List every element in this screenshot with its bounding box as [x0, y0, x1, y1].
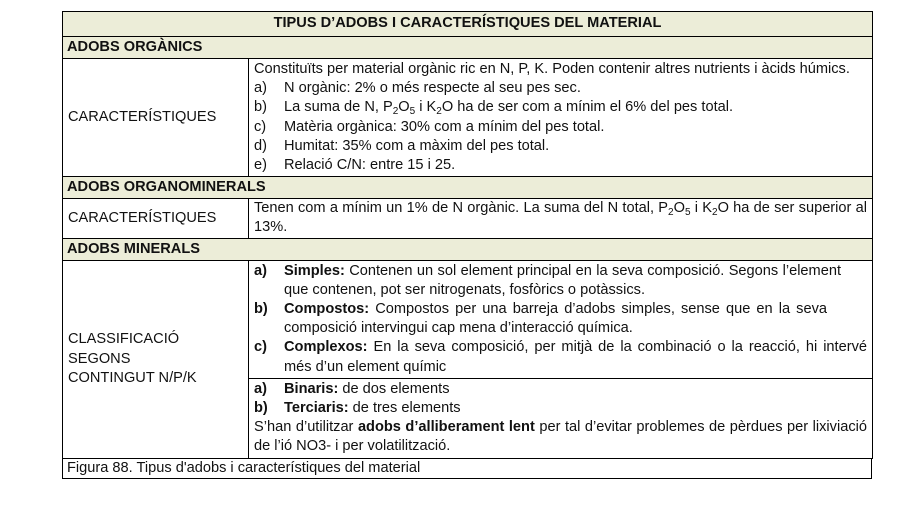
section-header-minerals: ADOBS MINERALS — [63, 238, 873, 260]
definition: En la seva composició, per mitjà de la combinació o la reacció, hi intervé més d’un element químic — [284, 339, 867, 375]
list-text — [284, 380, 867, 399]
text-fragment: i K — [415, 99, 437, 116]
section-minerals-row — [63, 238, 873, 260]
fertilizer-types-table — [62, 11, 873, 459]
list-item — [254, 338, 867, 376]
list-key: d) — [254, 137, 267, 154]
text-fragment: O ha de ser superior al 13%. — [254, 200, 867, 236]
list-key: b) — [254, 99, 267, 116]
minerals-classification-row — [63, 260, 873, 458]
term: Terciaris: — [284, 400, 349, 417]
text-fragment: i K — [690, 200, 712, 217]
organominerals-text — [254, 199, 867, 237]
list-text: Humitat: 35% com a màxim del pes total. — [284, 137, 550, 154]
text-fragment: O — [398, 99, 410, 116]
list-key: a) — [254, 262, 267, 279]
organominerals-characteristics-row — [63, 199, 873, 238]
list-item — [254, 380, 867, 399]
section-header-organominerals: ADOBS ORGANOMINERALS — [63, 177, 873, 199]
slow-release-note — [254, 418, 867, 456]
list-text — [284, 262, 867, 300]
subscript: 2 — [712, 207, 718, 219]
list-item — [254, 79, 867, 98]
list-key: a) — [254, 380, 267, 397]
fertilizer-table-figure — [62, 11, 872, 479]
minerals-types — [249, 261, 872, 379]
list-item — [254, 118, 867, 137]
organics-description — [249, 59, 873, 177]
list-item — [254, 137, 867, 156]
text-fragment: O — [673, 200, 685, 217]
subscript: 2 — [436, 106, 442, 118]
section-header-organics: ADOBS ORGÀNICS — [63, 37, 873, 59]
text-fragment: per tal d’evitar problemes de pèrdues per lixiviació de l’ió NO3- i per volatilització. — [254, 419, 867, 455]
term: Compostos: — [284, 301, 370, 318]
definition: Contenen un sol element principal en la seva composició. Segons l’element que contenen, pot ser nitrogenats, fosfòrics o potàssics. — [284, 262, 841, 298]
term: Binaris: — [284, 380, 339, 397]
text-fragment: S’han d’utilitzar — [254, 419, 358, 436]
subscript: 2 — [668, 207, 674, 219]
title-row — [63, 12, 873, 37]
list-item — [254, 98, 867, 117]
table-title: TIPUS D’ADOBS I CARACTERÍSTIQUES DEL MATERIAL — [63, 12, 873, 37]
emphasis: adobs d’alliberament lent — [357, 419, 535, 436]
organominerals-label: CARACTERÍSTIQUES — [63, 199, 249, 238]
section-organominerals-row — [63, 177, 873, 199]
list-text — [284, 338, 867, 376]
list-item — [254, 399, 867, 418]
organics-label: CARACTERÍSTIQUES — [63, 59, 249, 177]
minerals-description — [249, 260, 873, 458]
subscript: 5 — [409, 106, 416, 118]
text-fragment: Tenen com a mínim un 1% de N orgànic. La suma del N total, P — [254, 200, 669, 217]
figure-caption: Figura 88. Tipus d'adobs i característiques del material — [62, 459, 872, 479]
organics-intro: Constituïts per material orgànic ric en N, P, K. Poden contenir altres nutrients i àcids húmics. — [254, 61, 850, 77]
list-key: b) — [254, 301, 268, 318]
list-text — [284, 98, 867, 117]
list-text — [284, 399, 867, 418]
text-fragment: O ha de ser com a mínim el 6% del pes total. — [441, 99, 734, 116]
organominerals-description — [249, 199, 873, 238]
list-key: c) — [254, 339, 267, 356]
list-text: N orgànic: 2% o més respecte al seu pes sec. — [284, 80, 581, 97]
section-organics-row — [63, 37, 873, 59]
definition: de dos elements — [338, 380, 450, 397]
subscript: 5 — [684, 207, 691, 219]
list-key: c) — [254, 118, 267, 135]
list-item — [254, 262, 867, 300]
list-item — [254, 156, 867, 175]
list-text: Matèria orgànica: 30% com a mínim del pes total. — [284, 118, 605, 135]
term: Simples: — [284, 262, 345, 279]
list-item — [254, 300, 867, 338]
list-text — [284, 300, 867, 338]
organics-characteristics-row — [63, 59, 873, 177]
definition: Compostos per una barreja d’adobs simples, sense que en la seva composició intervingui cap mena d’interacció química. — [284, 301, 827, 337]
list-text: Relació C/N: entre 15 i 25. — [284, 157, 456, 174]
text-fragment: La suma de N, P — [284, 99, 393, 116]
minerals-label: CLASSIFICACIÓ SEGONS CONTINGUT N/P/K — [63, 260, 249, 458]
list-key: a) — [254, 80, 267, 97]
list-key: e) — [254, 157, 267, 174]
subscript: 2 — [392, 106, 399, 118]
definition: de tres elements — [348, 400, 461, 417]
minerals-subtypes — [249, 379, 872, 458]
list-key: b) — [254, 400, 268, 417]
term: Complexos: — [284, 339, 368, 356]
